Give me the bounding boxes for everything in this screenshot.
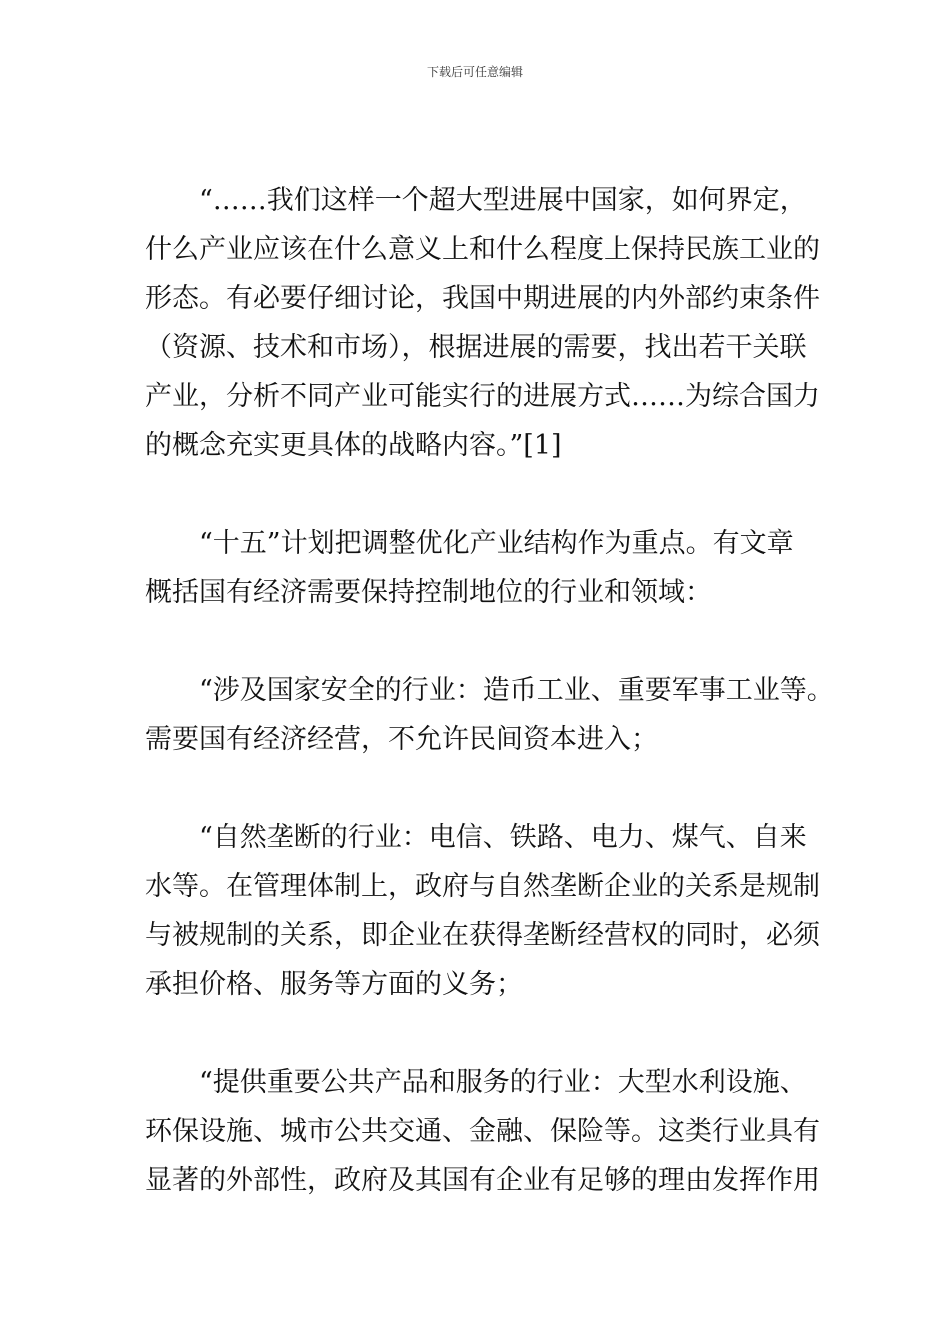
text-line: “涉及国家安全的行业：造币工业、重要军事工业等。: [199, 675, 834, 706]
text-line: 水等。在管理体制上，政府与自然垄断企业的关系是规制: [145, 871, 820, 902]
text-line: 显著的外部性，政府及其国有企业有足够的理由发挥作用: [145, 1165, 820, 1196]
text-line: 环保设施、城市公共交通、金融、保险等。这类行业具有: [145, 1116, 820, 1147]
text-line: 承担价格、服务等方面的义务；: [145, 969, 523, 1000]
text-line: 概括国有经济需要保持控制地位的行业和领域：: [145, 577, 712, 608]
text-line: “十五”计划把调整优化产业结构作为重点。有文章: [199, 528, 794, 559]
text-line: （资源、技术和市场），根据进展的需要，找出若干关联: [145, 332, 807, 363]
paragraph-4: [145, 813, 820, 1009]
document-body: [145, 176, 834, 1205]
text-line: 需要国有经济经营，不允许民间资本进入；: [145, 724, 658, 755]
text-line: 产业，分析不同产业可能实行的进展方式……为综合国力: [145, 381, 820, 412]
paragraph-2: [145, 519, 815, 617]
text-line: “……我们这样一个超大型进展中国家，如何界定，: [199, 185, 807, 216]
text-line: 什么产业应该在什么意义上和什么程度上保持民族工业的: [145, 234, 820, 265]
text-line: “自然垄断的行业：电信、铁路、电力、煤气、自来: [199, 822, 807, 853]
paragraph-5: [145, 1058, 820, 1205]
paragraph-3: [145, 666, 834, 764]
text-line: “提供重要公共产品和服务的行业：大型水利设施、: [199, 1067, 807, 1098]
text-line: 形态。有必要仔细讨论，我国中期进展的内外部约束条件: [145, 283, 820, 314]
text-line: 的概念充实更具体的战略内容。”[1]: [145, 430, 562, 461]
paragraph-1: [145, 176, 820, 470]
page-header: 下载后可任意编辑: [426, 65, 523, 79]
text-line: 与被规制的关系，即企业在获得垄断经营权的同时，必须: [145, 920, 820, 951]
